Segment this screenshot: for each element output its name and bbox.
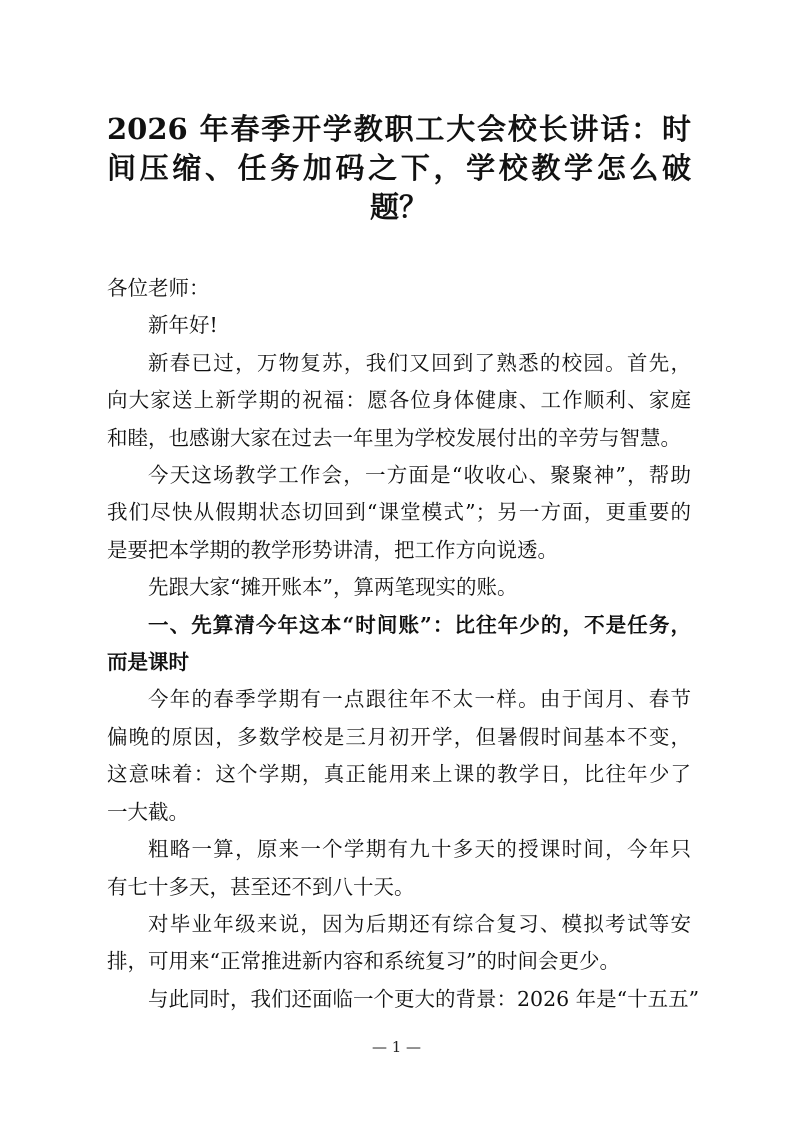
paragraph [107, 270, 691, 307]
text-line: 一大截。 [107, 799, 189, 824]
text-line: 先跟大家“摊开账本”，算两笔现实的账。 [148, 575, 518, 600]
paragraph [107, 981, 700, 1018]
text-line: 向大家送上新学期的祝福：愿各位身体健康、工作顺利、家庭 [107, 388, 691, 413]
text-line: 粗略一算，原来一个学期有九十多天的授课时间，今年只 [148, 837, 691, 862]
text-line: 我们尽快从假期状态切回到“课堂模式”；另一方面，更重要的 [107, 500, 691, 525]
text-line: 有七十多天，甚至还不到八十天。 [107, 874, 415, 899]
title-line: 题？ [369, 190, 428, 224]
text-line: 各位老师： [107, 276, 210, 300]
page-number: — 1 — [371, 1038, 422, 1056]
text-line: 是要把本学期的教学形势讲清，把工作方向说透。 [107, 537, 558, 562]
section-heading [107, 607, 691, 682]
paragraph [107, 307, 691, 344]
paragraph [107, 569, 691, 606]
paragraph [107, 906, 691, 981]
text-line: 和睦，也感谢大家在过去一年里为学校发展付出的辛劳与智慧。 [107, 425, 681, 450]
paragraph [107, 681, 691, 831]
paragraph [107, 345, 691, 457]
text-line: 这意味着：这个学期，真正能用来上课的教学日，比往年少了 [107, 762, 691, 787]
text-line: 与此同时，我们还面临一个更大的背景：2026 年是“十五五” [148, 986, 700, 1011]
document-body [107, 270, 700, 1018]
title-line: 间压缩、任务加码之下，学校教学怎么破 [107, 151, 691, 185]
text-line: 排，可用来“正常推进新内容和系统复习”的时间会更少。 [107, 949, 620, 974]
paragraph [107, 831, 691, 906]
text-line: 今天这场教学工作会，一方面是“收收心、聚聚神”，帮助 [148, 463, 691, 488]
paragraph [107, 457, 691, 569]
text-line: 一、先算清今年这本“时间账”：比往年少的，不是任务， [148, 612, 691, 637]
document-title [107, 110, 691, 227]
title-line: 2026 年春季开学教职工大会校长讲话：时 [107, 112, 691, 146]
text-line: 对毕业年级来说，因为后期还有综合复习、模拟考试等安 [148, 911, 691, 936]
text-line: 今年的春季学期有一点跟往年不太一样。由于闰月、春节 [148, 687, 691, 712]
text-line: 偏晚的原因，多数学校是三月初开学，但暑假时间基本不变， [107, 724, 691, 749]
text-line: 新春已过，万物复苏，我们又回到了熟悉的校园。首先， [148, 350, 691, 375]
text-line: 新年好! [148, 313, 218, 338]
text-line: 而是课时 [107, 650, 189, 675]
